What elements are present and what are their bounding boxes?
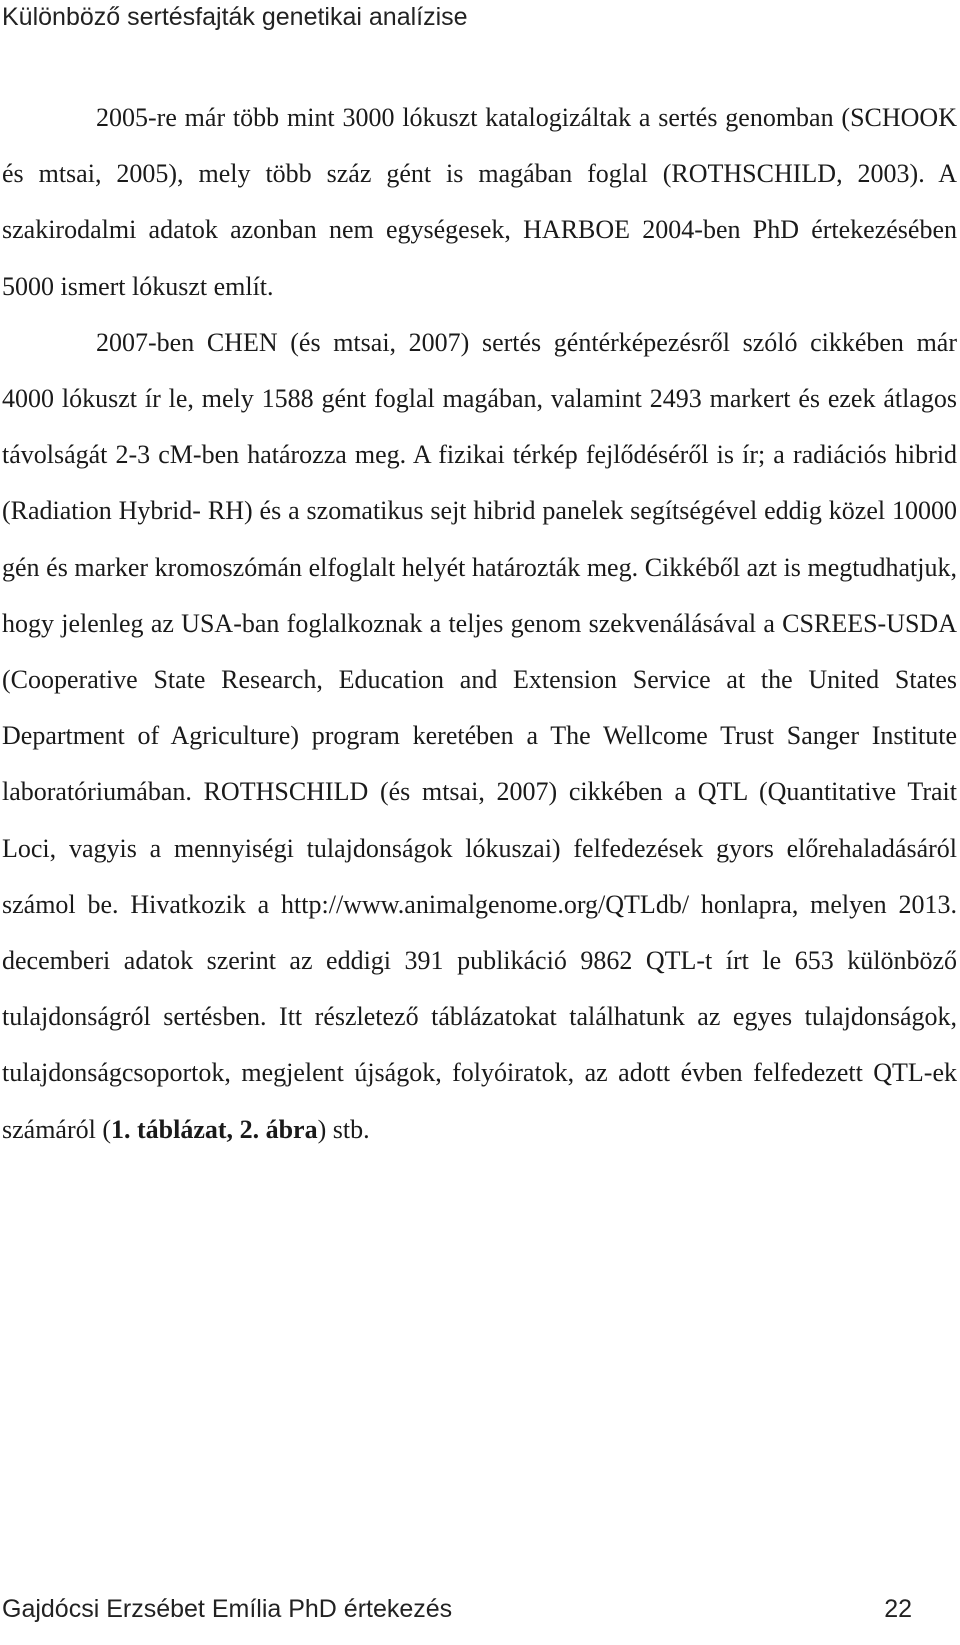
figure-reference: 2. ábra (239, 1114, 318, 1144)
page-number: 22 (884, 1595, 912, 1623)
body-text (2, 90, 957, 1158)
paragraph-2-end: ) stb. (317, 1114, 370, 1144)
running-header: Különböző sertésfajták genetikai analízise (2, 3, 468, 31)
paragraph-2 (2, 315, 957, 1158)
footer-author: Gajdócsi Erzsébet Emília PhD értekezés (2, 1595, 453, 1623)
table-reference: 1. táblázat, (111, 1114, 234, 1144)
paragraph-1: 2005-re már több mint 3000 lókuszt katalogizáltak a sertés genomban (SCHOOK és mtsai, 2005), mely több száz gént is magában foglal (ROTHSCHILD, 2003). A szakirodalmi adatok azonban nem egységesek, HARBOE 2004-ben PhD értekezésében 5000 ismert lókuszt említ. (2, 103, 957, 301)
paragraph-2-text: 2007-ben CHEN (és mtsai, 2007) sertés géntérképezésről szóló cikkében már 4000 lókuszt ír le, mely 1588 gént foglal magában, valamint 2493 markert és ezek átlagos távolságát 2-3 cM-ben határozza meg. A fizikai térkép fejlődéséről is ír; a radiációs hibrid (Radiation Hybrid- RH) és a szomatikus sejt hibrid panelek segítségével eddig közel 10000 gén és marker kromoszómán elfoglalt helyét határozták meg. Cikkéből azt is megtudhatjuk, hogy jelenleg az USA-ban foglalkoznak a teljes genom szekvenálásával a CSREES-USDA (Cooperative State Research, Education and Extension Service at the United States Department of Agriculture) program keretében a The Wellcome Trust Sanger Institute laboratóriumában. ROTHSCHILD (és mtsai, 2007) cikkében a QTL (Quantitative Trait Loci, vagyis a mennyiségi tulajdonságok lókuszai) felfedezések gyors előrehaladásáról számol be. Hivatkozik a http://www.animalgenome.org/QTLdb/ honlapra, melyen 2013. decemberi adatok szerint az eddigi 391 publikáció 9862 QTL-t írt le 653 különböző tulajdonságról sertésben. Itt részletező táblázatokat találhatunk az egyes tulajdonságok, tulajdonságcsoportok, megjelent újságok, folyóiratok, az adott évben felfedezett QTL-ek számáról ( (2, 327, 957, 1144)
page-footer (2, 1592, 912, 1626)
